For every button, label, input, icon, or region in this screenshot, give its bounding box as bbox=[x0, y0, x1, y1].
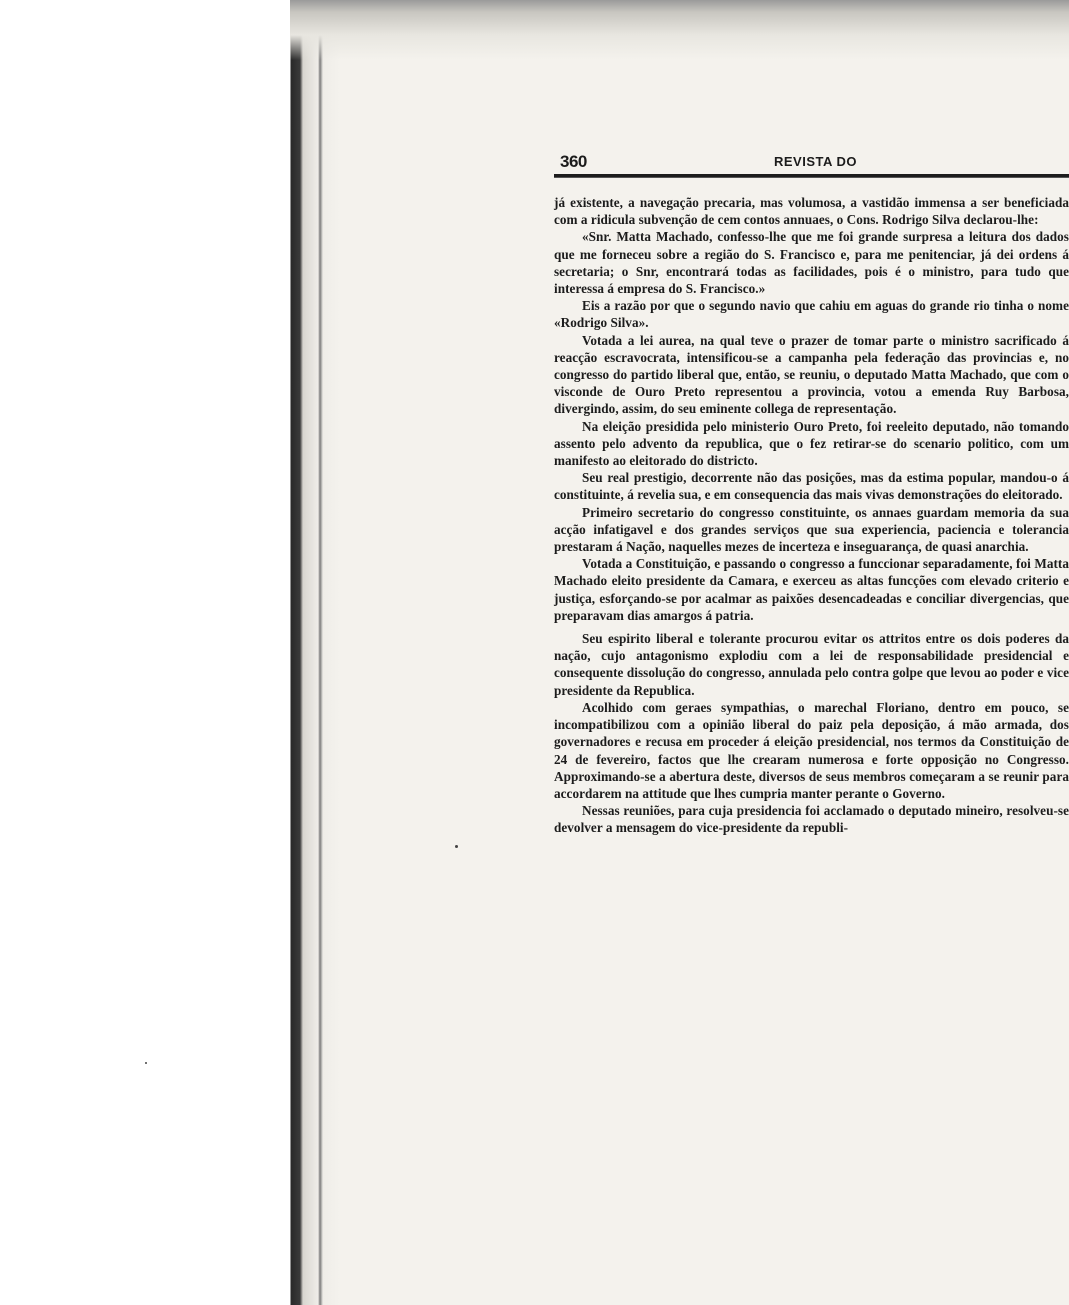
paragraph: Eis a razão por que o segundo navio que cahiu em aguas do grande rio tinha o nome «Rodrigo Silva». bbox=[554, 298, 1069, 331]
ink-speck bbox=[145, 1062, 147, 1064]
book-gutter bbox=[0, 0, 360, 1305]
page-top-shadow bbox=[290, 0, 1069, 60]
page-number: 360 bbox=[560, 152, 587, 171]
page-header bbox=[554, 150, 1069, 174]
book-page bbox=[554, 150, 1069, 837]
paragraph: Seu real prestigio, decorrente não das posições, mas da estima popular, mandou-o á constituinte, á revelia sua, e em consequencia das mais vivas demonstrações do eleitorado. bbox=[554, 470, 1069, 503]
running-head: REVISTA DO bbox=[774, 154, 858, 169]
header-rule bbox=[554, 174, 1069, 178]
paragraph: Na eleição presidida pelo ministerio Ouro Preto, foi reeleito deputado, não tomando assento pelo advento da republica, que o fez retirar-se do scenario politico, com um manifesto ao eleitorado do districto. bbox=[554, 418, 1069, 469]
paragraph: já existente, a navegação precaria, mas volumosa, a vastidão immensa a ser beneficiada com a ridicula subvenção de cem contos annuaes, o Cons. Rodrigo Silva declarou-lhe: bbox=[554, 195, 1069, 228]
paragraph: Seu espirito liberal e tolerante procurou evitar os attritos entre os dois poderes da nação, cujo antagonismo explodiu com a lei de responsabilidade presidencial e consequente dissolução do congresso, annulada pelo contra golpe que levou ao poder e vice presidente da Republica. bbox=[554, 631, 1069, 698]
paragraph: Acolhido com geraes sympathias, o marechal Floriano, dentro em pouco, se incompatibilizou com a opinião liberal do paiz pela deposição, á mão armada, dos governadores e recusa em proceder á eleição presidencial, nos termos da Constituição de 24 de fevereiro, factos que lhe crearam numerosa e forte opposição no Congresso. Approximando-se a abertura deste, diversos de seus membros começaram a se reunir para accordarem na attitude que lhes cumpria manter perante o Governo. bbox=[554, 699, 1069, 801]
paragraph: Votada a Constituição, e passando o congresso a funccionar separadamente, foi Matta Machado eleito presidente da Camara, e exerceu as altas funcções com elevado criterio e justiça, esforçando-se por acalmar as paixões desencadeadas e conciliar divergencias, que preparavam dias amargos á patria. bbox=[554, 556, 1069, 623]
paragraph: Votada a lei aurea, na qual teve o prazer de tomar parte o ministro sacrificado á reacção escravocrata, intensificou-se a campanha pela federação das provincias e, no congresso do partido liberal que, então, se reuniu, o deputado Matta Machado, que com o visconde de Ouro Preto representou a provincia, votou a emenda Ruy Barbosa, divergindo, assim, do seu eminente collega de representação. bbox=[554, 332, 1069, 417]
body-text bbox=[554, 194, 1069, 837]
paragraph: Primeiro secretario do congresso constituinte, os annaes guardam memoria da sua acção infatigavel e dos grandes serviços que sua experiencia, paciencia e tolerancia prestaram á Nação, naquelles mezes de incerteza e inseguarança, de quasi anarchia. bbox=[554, 504, 1069, 555]
ink-speck bbox=[455, 845, 458, 848]
paragraph: «Snr. Matta Machado, confesso-lhe que me foi grande surpresa a leitura dos dados que me forneceu sobre a região do S. Francisco e, para me penitenciar, já dei ordens á secretaria; o Snr, encontrará todas as facilidades, pois é o ministro, para tudo que interessa á empresa do S. Francisco.» bbox=[554, 229, 1069, 297]
paragraph: Nessas reuniões, para cuja presidencia foi acclamado o deputado mineiro, resolveu-se devolver a mensagem do vice-presidente da republi- bbox=[554, 803, 1069, 836]
